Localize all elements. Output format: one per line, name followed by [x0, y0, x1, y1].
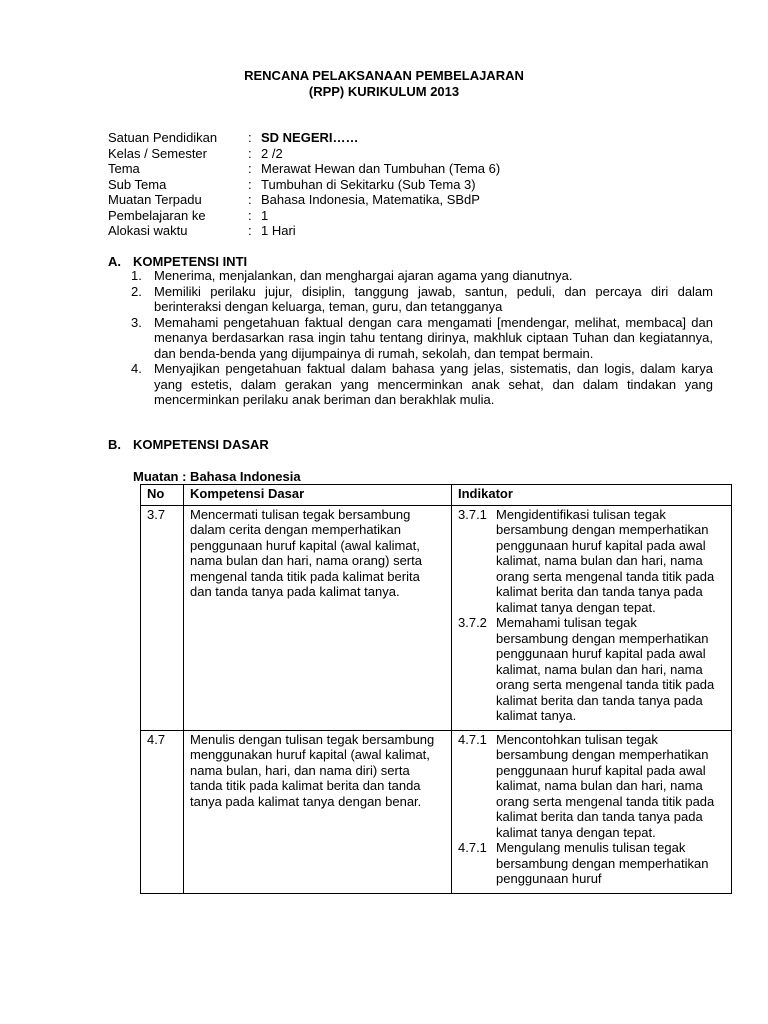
- identity-block: [108, 130, 500, 239]
- indicator-number: 3.7.1: [458, 506, 487, 522]
- indicator-first-line: [458, 507, 725, 523]
- indicator-text-first: Mencontohkan tulisan tegak: [496, 731, 658, 747]
- identity-row: [108, 208, 500, 224]
- kompetensi-inti-list: [131, 268, 713, 408]
- identity-colon: :: [248, 223, 252, 238]
- cell-indikator: [452, 730, 732, 893]
- cell-kompetensi-dasar: Menulis dengan tulisan tegak bersambung menggunakan huruf kapital (awal kalimat, nama bulan, hari, dan nama diri) serta tanda titik pada kalimat berita dan tanda tanya pada kalimat tanya dengan benar.: [184, 730, 452, 893]
- identity-row: [108, 223, 500, 239]
- identity-colon: :: [248, 161, 252, 176]
- column-header-kompetensi-dasar: Kompetensi Dasar: [184, 485, 452, 506]
- document-subtitle: (RPP) KURIKULUM 2013: [308, 84, 460, 99]
- indicator-item: [458, 732, 725, 841]
- column-header-no: No: [141, 485, 184, 506]
- identity-colon: :: [248, 130, 252, 145]
- identity-colon: :: [248, 192, 252, 207]
- table-header-row: [141, 485, 732, 506]
- identity-colon: :: [248, 176, 252, 192]
- column-header-indikator: Indikator: [452, 485, 732, 506]
- section-title: KOMPETENSI DASAR: [133, 437, 269, 452]
- list-item-number: 2.: [131, 283, 142, 299]
- document-title: RENCANA PELAKSANAAN PEMBELAJARAN: [244, 68, 524, 83]
- identity-label: Muatan Terpadu: [108, 192, 202, 207]
- identity-value: Tumbuhan di Sekitarku (Sub Tema 3): [261, 176, 476, 192]
- indicator-text-first: Mengulang menulis tulisan tegak: [496, 840, 686, 855]
- list-item-number: 3.: [131, 314, 142, 330]
- list-item-text: Memahami pengetahuan faktual dengan cara mengamati [mendengar, melihat, membaca] dan menanya berdasarkan rasa ingin tahu tentang dirinya, makhluk ciptaan Tuhan dan kegiatannya, dan benda-benda yang dijumpainya di rumah, sekolah, dan tempat bermain.: [154, 314, 713, 361]
- indicator-item: [458, 840, 725, 887]
- table-row: [141, 505, 732, 730]
- table-row: [141, 730, 732, 893]
- identity-value: 1: [261, 207, 269, 223]
- section-title: KOMPETENSI INTI: [133, 254, 248, 269]
- indicator-first-line: [458, 732, 725, 748]
- indicator-first-line: [458, 840, 725, 856]
- identity-row: [108, 192, 500, 208]
- cell-kompetensi-dasar: Mencermati tulisan tegak bersambung dalam cerita dengan memperhatikan penggunaan huruf kapital (awal kalimat, nama bulan dan hari, nama orang) serta mengenal tanda titik pada kalimat berita dan tanda tanya pada kalimat tanya.: [184, 505, 452, 730]
- list-item: [131, 284, 713, 315]
- identity-value: 1 Hari: [261, 223, 296, 238]
- identity-colon: :: [248, 145, 252, 161]
- cell-no: 4.7: [141, 730, 184, 893]
- section-letter: B.: [108, 437, 121, 452]
- section-letter: A.: [108, 254, 121, 269]
- identity-row: [108, 146, 500, 162]
- identity-label: Kelas / Semester: [108, 145, 207, 161]
- identity-label: Satuan Pendidikan: [108, 130, 218, 145]
- indicator-number: 4.7.1: [458, 731, 487, 747]
- list-item-text: Menyajikan pengetahuan faktual dalam bahasa yang jelas, sistematis, dan logis, dalam karya yang estetis, dalam gerakan yang mencerminkan anak sehat, dan dalam tindakan yang mencerminkan perilaku anak beriman dan berakhlak mulia.: [154, 361, 713, 407]
- identity-value: SD NEGERI……: [261, 130, 359, 145]
- list-item: [131, 361, 713, 408]
- indicator-text-rest: bersambung dengan memperhatikan penggunaan huruf kapital pada awal kalimat, nama bulan dan hari, nama orang serta mengenal tanda titik pada kalimat berita dan tanda tanya pada kalimat tanya dengan tepat.: [496, 522, 715, 615]
- indicator-first-line: [458, 615, 725, 631]
- identity-value: Bahasa Indonesia, Matematika, SBdP: [261, 192, 480, 207]
- identity-value: 2 /2: [261, 145, 283, 161]
- section-heading-kompetensi-dasar: [108, 437, 269, 453]
- indicator-item: [458, 507, 725, 616]
- list-item: [131, 315, 713, 362]
- indicator-text-first: Mengidentifikasi tulisan tegak: [496, 506, 666, 522]
- indicator-item: [458, 615, 725, 724]
- indicator-number: 3.7.2: [458, 615, 487, 630]
- indicator-text-first: Memahami tulisan tegak: [496, 615, 637, 630]
- list-item-number: 4.: [131, 361, 142, 376]
- list-item: [131, 268, 713, 284]
- identity-label: Tema: [108, 161, 140, 176]
- identity-label: Sub Tema: [108, 176, 167, 192]
- identity-row: [108, 177, 500, 193]
- cell-indikator: [452, 505, 732, 730]
- identity-row: [108, 161, 500, 177]
- identity-colon: :: [248, 207, 252, 223]
- muatan-label: Muatan : Bahasa Indonesia: [133, 469, 301, 484]
- list-item-number: 1.: [131, 268, 142, 283]
- indicator-text-rest: bersambung dengan memperhatikan penggunaan huruf kapital pada awal kalimat, nama bulan dan hari, nama orang serta mengenal tanda titik pada kalimat berita dan tanda tanya pada kalimat tanya dengan tepat.: [496, 747, 715, 840]
- list-item-text: Menerima, menjalankan, dan menghargai ajaran agama yang dianutnya.: [154, 268, 573, 283]
- indicator-text-rest: bersambung dengan memperhatikan penggunaan huruf kapital pada awal kalimat, nama bulan dan hari, nama orang serta mengenal tanda titik pada kalimat berita dan tanda tanya pada kalimat tanya.: [496, 630, 715, 723]
- identity-value: Merawat Hewan dan Tumbuhan (Tema 6): [261, 161, 501, 176]
- kompetensi-dasar-table: [140, 484, 732, 894]
- identity-row: [108, 130, 500, 146]
- identity-label: Alokasi waktu: [108, 223, 188, 238]
- cell-no: 3.7: [141, 505, 184, 730]
- identity-label: Pembelajaran ke: [108, 207, 206, 223]
- list-item-text: Memiliki perilaku jujur, disiplin, tanggung jawab, santun, peduli, dan percaya diri dalam berinteraksi dengan keluarga, teman, guru, dan tetangganya: [154, 283, 713, 314]
- indicator-number: 4.7.1: [458, 840, 487, 855]
- indicator-text-rest: bersambung dengan memperhatikan penggunaan huruf: [496, 855, 709, 886]
